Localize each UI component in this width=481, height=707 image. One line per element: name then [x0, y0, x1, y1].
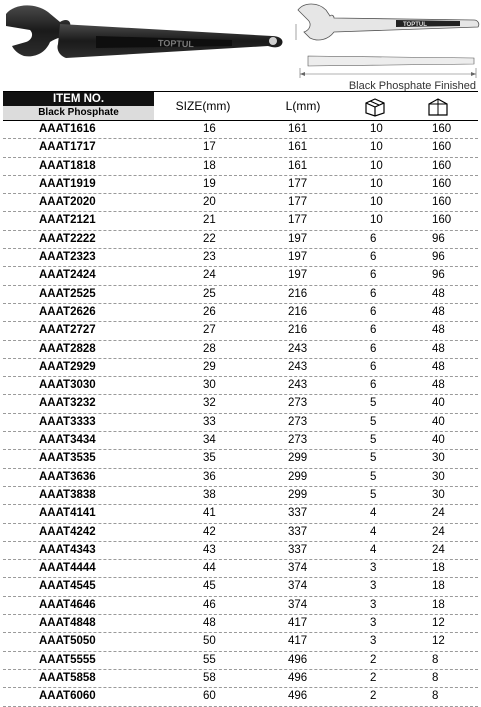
table-row	[3, 414, 478, 432]
table-row	[3, 542, 478, 560]
item-number: AAAT4848	[39, 617, 96, 630]
outer-pack-qty: 48	[432, 360, 445, 373]
length-value: 273	[288, 434, 308, 447]
inner-pack-qty: 5	[370, 397, 377, 410]
item-number: AAAT1616	[39, 123, 96, 135]
size-value: 34	[203, 434, 216, 447]
size-value: 24	[203, 269, 216, 282]
length-value: 337	[288, 525, 308, 538]
item-number: AAAT2424	[39, 269, 96, 282]
size-value: 26	[203, 305, 216, 318]
table-row	[3, 267, 478, 285]
outer-pack-qty: 40	[432, 415, 445, 428]
outer-pack-qty: 40	[432, 434, 445, 447]
inner-pack-qty: 10	[370, 141, 383, 154]
length-value: 243	[288, 379, 308, 392]
item-number: AAAT3838	[39, 488, 96, 501]
item-number: AAAT3333	[39, 415, 96, 428]
item-number: AAAT5858	[39, 671, 96, 684]
outer-pack-qty: 8	[432, 690, 439, 703]
table-row	[3, 633, 478, 651]
table-row	[3, 578, 478, 596]
size-value: 48	[203, 617, 216, 630]
inner-pack-qty: 10	[370, 123, 383, 135]
size-value: 17	[203, 141, 216, 154]
inner-pack-qty: 10	[370, 196, 383, 209]
length-value: 177	[288, 214, 308, 227]
outer-pack-qty: 160	[432, 141, 452, 154]
table-row	[3, 652, 478, 670]
inner-pack-qty: 10	[370, 214, 383, 227]
outer-pack-qty: 160	[432, 159, 452, 172]
item-number: AAAT5050	[39, 635, 96, 648]
table-row	[3, 212, 478, 230]
length-value: 374	[288, 598, 308, 611]
size-value: 30	[203, 379, 216, 392]
length-value: 161	[288, 159, 308, 172]
outer-pack-qty: 96	[432, 251, 445, 264]
size-value: 60	[203, 690, 216, 703]
size-value: 32	[203, 397, 216, 410]
finish-note: Black Phosphate Finished	[348, 80, 476, 92]
outer-pack-qty: 160	[432, 123, 452, 135]
size-value: 19	[203, 177, 216, 190]
outer-pack-qty: 48	[432, 287, 445, 300]
size-value: 46	[203, 598, 216, 611]
inner-pack-qty: 6	[370, 379, 377, 392]
length-value: 177	[288, 196, 308, 209]
size-value: 58	[203, 671, 216, 684]
size-value: 44	[203, 562, 216, 575]
outer-pack-qty: 18	[432, 598, 445, 611]
table-row	[3, 304, 478, 322]
table-row	[3, 121, 478, 139]
item-number: AAAT4444	[39, 562, 96, 575]
item-number: AAAT4141	[39, 507, 96, 520]
inner-box-icon	[363, 95, 387, 117]
size-value: 35	[203, 452, 216, 465]
size-value: 41	[203, 507, 216, 520]
inner-pack-qty: 6	[370, 360, 377, 373]
outer-pack-qty: 160	[432, 177, 452, 190]
item-number: AAAT1919	[39, 177, 96, 190]
outer-pack-qty: 12	[432, 617, 445, 630]
inner-pack-qty: 5	[370, 470, 377, 483]
inner-pack-qty: 6	[370, 287, 377, 300]
inner-pack-qty: 10	[370, 177, 383, 190]
inner-pack-qty: 3	[370, 562, 377, 575]
inner-pack-qty: 6	[370, 305, 377, 318]
inner-pack-qty: 10	[370, 159, 383, 172]
size-value: 21	[203, 214, 216, 227]
technical-drawing	[288, 0, 481, 82]
table-row	[3, 560, 478, 578]
size-value: 33	[203, 415, 216, 428]
table-row	[3, 505, 478, 523]
size-value: 55	[203, 653, 216, 666]
length-value: 161	[288, 123, 308, 135]
outer-pack-qty: 30	[432, 488, 445, 501]
item-header-cell	[3, 92, 154, 120]
item-number: AAAT3030	[39, 379, 96, 392]
length-value: 273	[288, 415, 308, 428]
table-row	[3, 432, 478, 450]
item-number: AAAT3636	[39, 470, 96, 483]
outer-pack-qty: 12	[432, 635, 445, 648]
item-number: AAAT2020	[39, 196, 96, 209]
length-value: 177	[288, 177, 308, 190]
inner-pack-qty: 2	[370, 671, 377, 684]
size-value: 23	[203, 251, 216, 264]
item-number: AAAT2121	[39, 214, 96, 227]
outer-pack-qty: 40	[432, 397, 445, 410]
table-row	[3, 524, 478, 542]
table-header	[3, 91, 478, 121]
item-number: AAAT1717	[39, 141, 96, 154]
table-row	[3, 176, 478, 194]
outer-pack-qty: 48	[432, 305, 445, 318]
item-number: AAAT2222	[39, 232, 96, 245]
table-row	[3, 597, 478, 615]
item-number: AAAT4242	[39, 525, 96, 538]
length-header: L(mm)	[285, 99, 321, 113]
outer-pack-qty: 8	[432, 653, 439, 666]
length-value: 216	[288, 305, 308, 318]
outer-pack-qty: 18	[432, 562, 445, 575]
size-value: 42	[203, 525, 216, 538]
size-header: SIZE(mm)	[175, 99, 231, 113]
drawing-brand-label: TOPTUL	[403, 22, 427, 28]
outer-pack-qty: 8	[432, 671, 439, 684]
inner-pack-qty: 3	[370, 580, 377, 593]
length-value: 299	[288, 470, 308, 483]
outer-pack-qty: 96	[432, 232, 445, 245]
size-value: 20	[203, 196, 216, 209]
inner-pack-qty: 5	[370, 434, 377, 447]
length-value: 374	[288, 562, 308, 575]
size-value: 29	[203, 360, 216, 373]
table-row	[3, 688, 478, 706]
table-body	[3, 121, 478, 707]
length-value: 299	[288, 452, 308, 465]
item-number: AAAT3232	[39, 397, 96, 410]
inner-pack-qty: 3	[370, 598, 377, 611]
outer-pack-qty: 24	[432, 525, 445, 538]
size-value: 43	[203, 543, 216, 556]
length-value: 197	[288, 269, 308, 282]
size-value: 22	[203, 232, 216, 245]
carton-icon	[426, 95, 450, 117]
size-value: 28	[203, 342, 216, 355]
size-value: 18	[203, 159, 216, 172]
length-value: 216	[288, 324, 308, 337]
item-subheader: Black Phosphate	[3, 106, 154, 120]
item-number: AAAT2828	[39, 342, 96, 355]
outer-pack-qty: 30	[432, 470, 445, 483]
spec-table	[3, 91, 478, 707]
outer-pack-qty: 48	[432, 379, 445, 392]
item-number: AAAT4545	[39, 580, 96, 593]
table-row	[3, 670, 478, 688]
length-value: 374	[288, 580, 308, 593]
item-number: AAAT1818	[39, 159, 96, 172]
size-value: 27	[203, 324, 216, 337]
length-value: 197	[288, 251, 308, 264]
length-value: 417	[288, 635, 308, 648]
outer-pack-qty: 96	[432, 269, 445, 282]
length-value: 243	[288, 360, 308, 373]
item-number: AAAT3434	[39, 434, 96, 447]
size-value: 45	[203, 580, 216, 593]
size-value: 25	[203, 287, 216, 300]
size-value: 36	[203, 470, 216, 483]
inner-pack-qty: 4	[370, 507, 377, 520]
size-value: 38	[203, 488, 216, 501]
table-row	[3, 450, 478, 468]
size-value: 50	[203, 635, 216, 648]
table-row	[3, 231, 478, 249]
table-row	[3, 139, 478, 157]
outer-pack-qty: 48	[432, 324, 445, 337]
length-value: 197	[288, 232, 308, 245]
table-row	[3, 487, 478, 505]
inner-pack-qty: 2	[370, 690, 377, 703]
table-row	[3, 322, 478, 340]
outer-pack-qty: 160	[432, 214, 452, 227]
item-number: AAAT3535	[39, 452, 96, 465]
item-number: AAAT5555	[39, 653, 96, 666]
inner-pack-qty: 5	[370, 452, 377, 465]
table-row	[3, 286, 478, 304]
length-value: 216	[288, 287, 308, 300]
table-row	[3, 194, 478, 212]
table-row	[3, 395, 478, 413]
outer-pack-qty: 48	[432, 342, 445, 355]
item-header: ITEM NO.	[3, 92, 154, 106]
item-number: AAAT2323	[39, 251, 96, 264]
table-row	[3, 158, 478, 176]
outer-pack-qty: 24	[432, 543, 445, 556]
inner-pack-qty: 6	[370, 269, 377, 282]
table-row	[3, 249, 478, 267]
item-number: AAAT2727	[39, 324, 96, 337]
item-number: AAAT4343	[39, 543, 96, 556]
outer-pack-qty: 160	[432, 196, 452, 209]
table-row	[3, 359, 478, 377]
item-number: AAAT2929	[39, 360, 96, 373]
inner-pack-qty: 5	[370, 415, 377, 428]
outer-pack-qty: 24	[432, 507, 445, 520]
item-number: AAAT2626	[39, 305, 96, 318]
inner-pack-qty: 6	[370, 342, 377, 355]
length-value: 496	[288, 653, 308, 666]
inner-pack-qty: 4	[370, 525, 377, 538]
length-value: 299	[288, 488, 308, 501]
length-value: 273	[288, 397, 308, 410]
outer-pack-qty: 30	[432, 452, 445, 465]
inner-pack-qty: 3	[370, 635, 377, 648]
table-row	[3, 615, 478, 633]
inner-pack-qty: 6	[370, 324, 377, 337]
item-number: AAAT4646	[39, 598, 96, 611]
table-row	[3, 341, 478, 359]
wrench-photo	[0, 0, 290, 82]
length-value: 337	[288, 543, 308, 556]
length-value: 496	[288, 690, 308, 703]
item-number: AAAT2525	[39, 287, 96, 300]
length-value: 417	[288, 617, 308, 630]
length-value: 496	[288, 671, 308, 684]
inner-pack-qty: 4	[370, 543, 377, 556]
outer-pack-qty: 18	[432, 580, 445, 593]
size-value: 16	[203, 123, 216, 135]
length-value: 337	[288, 507, 308, 520]
inner-pack-qty: 6	[370, 251, 377, 264]
table-row	[3, 469, 478, 487]
inner-pack-qty: 6	[370, 232, 377, 245]
length-value: 161	[288, 141, 308, 154]
inner-pack-qty: 5	[370, 488, 377, 501]
table-row	[3, 377, 478, 395]
wrench-brand-label: TOPTUL	[157, 38, 195, 50]
item-number: AAAT6060	[39, 690, 96, 703]
length-value: 243	[288, 342, 308, 355]
inner-pack-qty: 2	[370, 653, 377, 666]
inner-pack-qty: 3	[370, 617, 377, 630]
